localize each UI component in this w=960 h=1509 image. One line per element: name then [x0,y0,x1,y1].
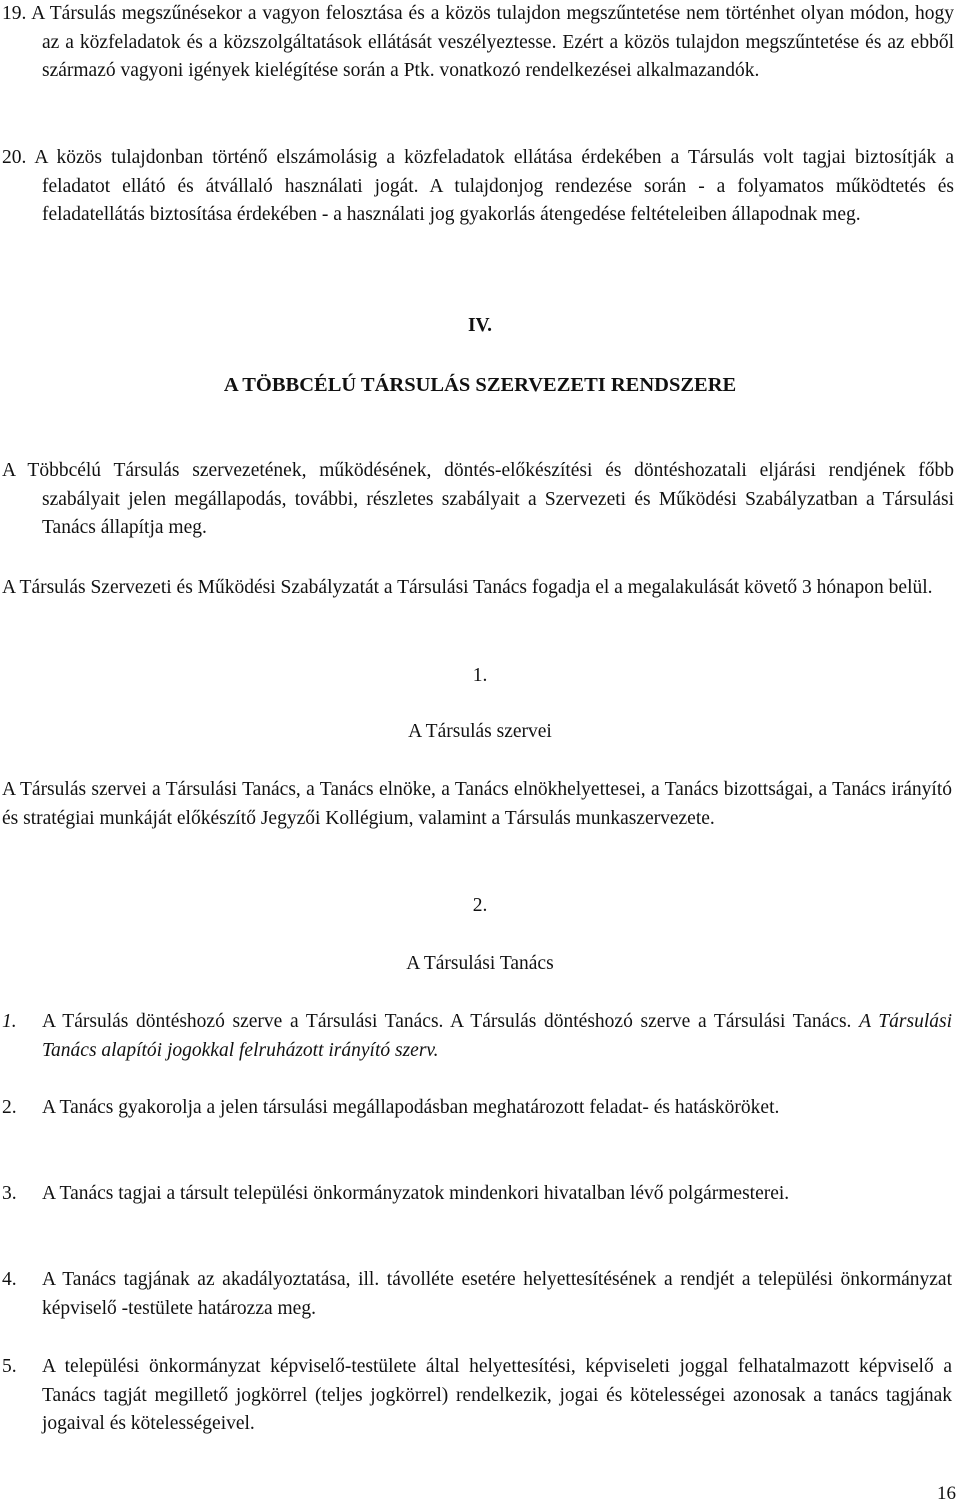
list-item [2,1353,952,1439]
list-item-text: A Tanács gyakorolja a jelen társulási megállapodásban meghatározott feladat- és hatásköröket. [42,1097,780,1118]
section-1-text: A Társulás szervei a Társulási Tanács, a Tanács elnöke, a Tanács elnökhelyettesei, a Tanács bizottságai, a Tanács irányító és stratégiai munkáját előkészítő Jegyzői Kollégium, valamint a Társulás munkaszervezete. [2,779,952,829]
paragraph-item-20: 20. A közös tulajdonban történő elszámolásig a közfeladatok ellátása érdekében a Társulás volt tagjai biztosítják a feladatot ellátó és átvállaló használati jogát. A tulajdonjog rendezése során - a folyamatos működtetés és feladatellátás biztosítása érdekében - a használati jog gyakorlás átengedése feltételeiben állapodnak meg. [2,147,954,225]
list-item [2,1266,952,1323]
intro-paragraph-1: A Többcélú Társulás szervezetének, működésének, döntés-előkészítési és döntéshozatali eljárási rendjének főbb szabályait jelen megállapodás, további, részletes szabályait a Szervezeti és Működési Szabályzatban a Társulási Tanács állapítja meg. [2,460,954,538]
section-2-number: 2. [472,895,488,916]
list-item-number: 3. [2,1183,17,1204]
list-item-italic-text: A Társulási Tanács alapítói jogokkal felruházott irányító szerv. [42,1011,952,1061]
list-item-text: A Tanács tagjának az akadályoztatása, ill. távolléte esetére helyettesítésének a rendjét a települési önkormányzat képviselő -testülete határozza meg. [42,1269,952,1319]
list-item [2,1180,952,1209]
list-item [2,1094,952,1123]
intro-paragraph-2: A Társulás Szervezeti és Működési Szabályzatát a Társulási Tanács fogadja el a megalakulását követő 3 hónapon belül. [2,577,933,598]
list-item-number: 2. [2,1097,17,1118]
section-1-title: A Társulás szervei [408,721,552,742]
paragraph-item-19: 19. A Társulás megszűnésekor a vagyon felosztása és a közös tulajdon megszűntetése nem történhet olyan módon, hogy az a közfeladatok és a közszolgáltatások ellátását veszélyeztesse. Ezért a közös tulajdon megszűntetése és az ebből származó vagyoni igények kielégítése során a Ptk. vonatkozó rendelkezései alkalmazandók. [2,3,954,81]
list-item-text: A települési önkormányzat képviselő-testülete által helyettesítési, képviseleti joggal felhatalmazott képviselő a Tanács tagját megillető jogkörrel (teljes jogkörrel) rendelkezik, jogai és kötelességei azonosak a tanács tagjának jogaival és kötelességeivel. [42,1356,952,1434]
list-item-text: A Tanács tagjai a társult települési önkormányzatok mindenkori hivatalban lévő polgármesterei. [42,1183,790,1204]
page-number: 16 [937,1483,956,1504]
chapter-title: A TÖBBCÉLÚ TÁRSULÁS SZERVEZETI RENDSZERE [223,374,737,396]
list-item-text-wrap [42,1008,952,1065]
section-2-title: A Társulási Tanács [406,953,554,974]
chapter-number: IV. [467,315,493,336]
list-item-number: 4. [2,1269,17,1290]
list-item [2,1008,952,1065]
section-1-number: 1. [472,665,488,686]
list-item-text: A Társulás döntéshozó szerve a Társulási Tanács. A Társulás döntéshozó szerve a Társulási Tanács. [42,1011,852,1032]
list-item-number: 1. [2,1011,17,1032]
list-item-number: 5. [2,1356,17,1377]
